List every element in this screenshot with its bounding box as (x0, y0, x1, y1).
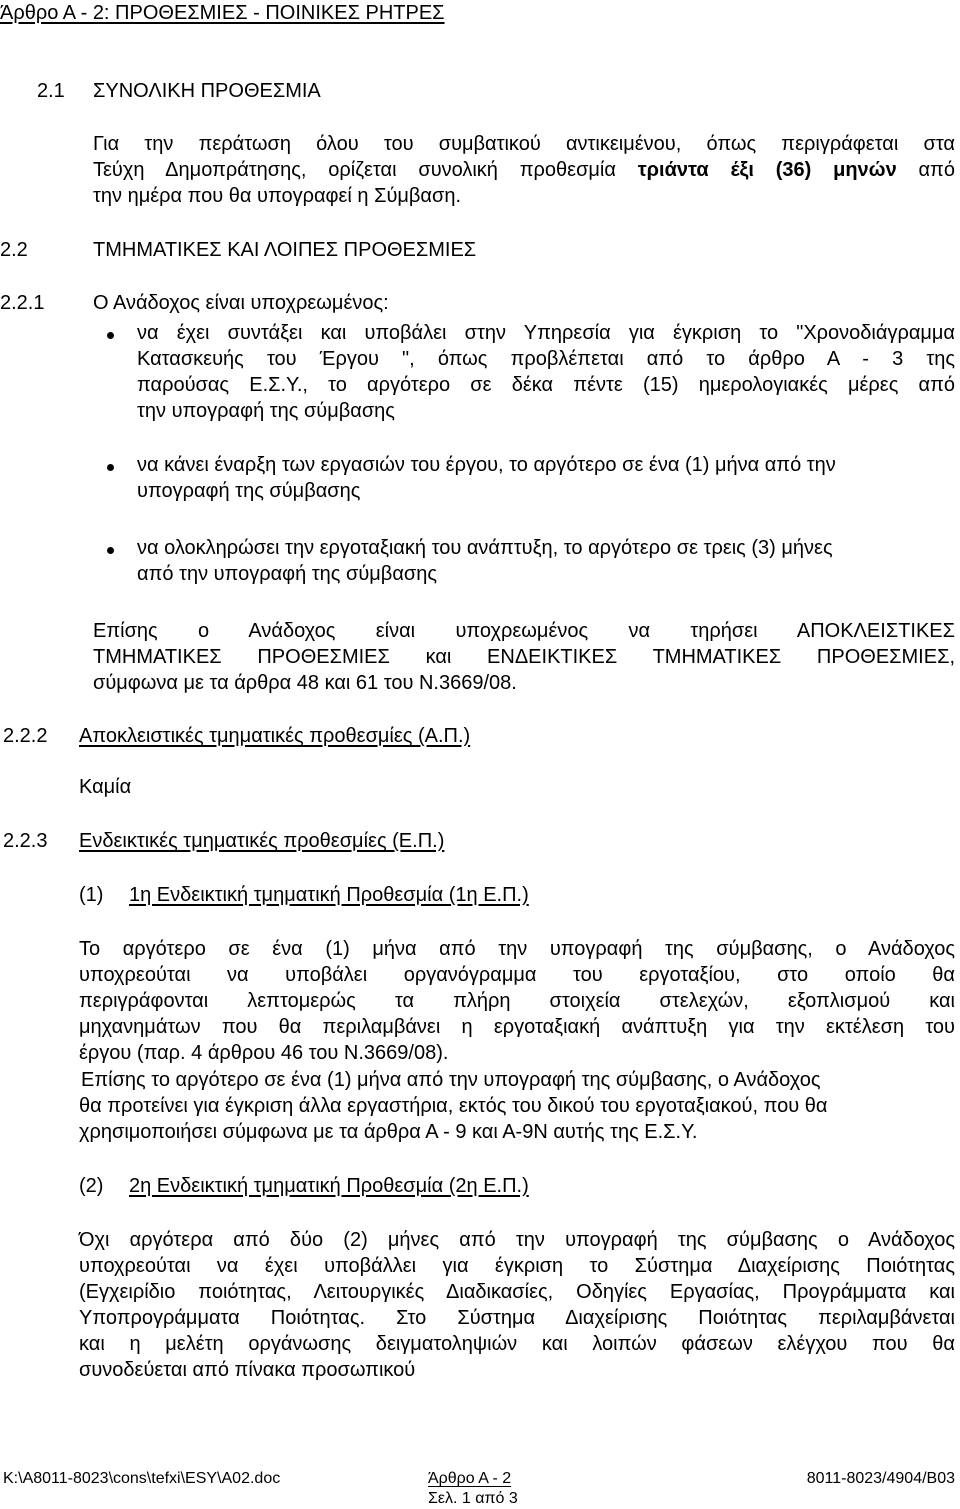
bullet-2-line-2: υπογραφή της σύμβασης (137, 480, 361, 502)
subsection-1-title: 1η Ενδεικτική τμηματική Προθεσμία (1η Ε.Π.) (129, 884, 529, 906)
footer-code: 8011-8023/4904/B03 (806, 1470, 955, 1487)
section-2-1-line-2: Τεύχη Δημοπράτησης, ορίζεται συνολική προθεσμία τριάντα έξι (36) μηνών από (93, 159, 955, 181)
section-2-2-3-heading: Ενδεικτικές τμηματικές προθεσμίες (Ε.Π.) (79, 830, 445, 852)
footer-page-number: Σελ. 1 από 3 (428, 1490, 518, 1507)
bullet-1-line-2: Κατασκευής του Έργου ", όπως προβλέπεται από το άρθρο Α - 3 της (137, 348, 955, 370)
section-2-1-line-3: την ημέρα που θα υπογραφεί η Σύμβαση. (93, 185, 462, 207)
subsection-2-title: 2η Ενδεικτική τμηματική Προθεσμία (2η Ε.Π.) (129, 1175, 529, 1197)
section-2-2-2-heading: Αποκλειστικές τμηματικές προθεσμίες (Α.Π.) (79, 725, 471, 747)
section-2-2-3-number: 2.2.3 (3, 830, 48, 852)
section-2-1-line-1: Για την περάτωση όλου του συμβατικού αντικειμένου, όπως περιγράφεται στα (93, 133, 955, 155)
p1-line-3: περιγράφονται λεπτομερώς τα πλήρη στοιχεία στελεχών, εξοπλισμού και (79, 990, 955, 1012)
paragraph-line-2: ΤΜΗΜΑΤΙΚΕΣ ΠΡΟΘΕΣΜΙΕΣ και ΕΝΔΕΙΚΤΙΚΕΣ ΤΜΗΜΑΤΙΚΕΣ ΠΡΟΘΕΣΜΙΕΣ, (93, 646, 955, 668)
footer-article: Άρθρο Α - 2 (428, 1470, 512, 1487)
section-2-2-2-body: Καμία (79, 776, 132, 798)
bullet-3-line-1: να ολοκληρώσει την εργοταξιακή του ανάπτυξη, το αργότερο σε τρεις (3) μήνες (137, 537, 833, 559)
p1-line-2: υποχρεούται να υποβάλει οργανόγραμμα του εργοταξίου, στο οποίο θα (79, 964, 955, 986)
section-2-2-1-intro: Ο Ανάδοχος είναι υποχρεωμένος: (93, 292, 389, 314)
paragraph-line-1: Επίσης ο Ανάδοχος είναι υποχρεωμένος να τηρήσει ΑΠΟΚΛΕΙΣΤΙΚΕΣ (93, 620, 955, 642)
bullet-2-line-1: να κάνει έναρξη των εργασιών του έργου, το αργότερο σε ένα (1) μήνα από την (137, 454, 836, 476)
bullet-icon (107, 332, 114, 339)
section-2-2-number: 2.2 (0, 239, 28, 261)
p1-line-1: Το αργότερο σε ένα (1) μήνα από την υπογραφή της σύμβασης, ο Ανάδοχος (79, 938, 955, 960)
document-title: Άρθρο Α - 2: ΠΡΟΘΕΣΜΙΕΣ - ΠΟΙΝΙΚΕΣ ΡΗΤΡΕΣ (0, 2, 445, 24)
section-2-1-number: 2.1 (37, 80, 65, 102)
section-2-2-heading: ΤΜΗΜΑΤΙΚΕΣ ΚΑΙ ΛΟΙΠΕΣ ΠΡΟΘΕΣΜΙΕΣ (93, 239, 477, 261)
bullet-1-line-3: παρούσας Ε.Σ.Υ., το αργότερο σε δέκα πέντε (15) ημερολογιακές μέρες από (137, 374, 955, 396)
deadline-highlight: τριάντα έξι (36) μηνών (637, 159, 897, 181)
bullet-icon (107, 464, 114, 471)
footer-file-path: K:\A8011-8023\cons\tefxi\ESY\A02.doc (3, 1470, 281, 1487)
bullet-icon (107, 547, 114, 554)
bullet-3-line-2: από την υπογραφή της σύμβασης (137, 563, 437, 585)
subsection-2-number: (2) (79, 1175, 104, 1197)
p2-line-3: χρησιμοποιήσει σύμφωνα με τα άρθρα Α - 9 και Α-9Ν αυτής της Ε.Σ.Υ. (79, 1121, 698, 1143)
section-2-1-heading: ΣΥΝΟΛΙΚΗ ΠΡΟΘΕΣΜΙΑ (93, 80, 321, 102)
section-2-2-1-number: 2.2.1 (0, 292, 45, 314)
p1-line-4: μηχανημάτων που θα περιλαμβάνει η εργοταξιακή ανάπτυξη για την εκτέλεση του (79, 1016, 955, 1038)
p1-line-5: έργου (παρ. 4 άρθρου 46 του Ν.3669/08). (79, 1042, 449, 1064)
p3-line-5: και η μελέτη οργάνωσης δειγματοληψιών και λοιπών φάσεων ελέγχου που θα (79, 1333, 955, 1355)
p3-line-6: συνοδεύεται από πίνακα προσωπικού (79, 1359, 416, 1381)
p3-line-2: υποχρεούται να έχει υποβάλλει για έγκριση το Σύστημα Διαχείρισης Ποιότητας (79, 1255, 955, 1277)
subsection-1-number: (1) (79, 884, 104, 906)
p2-line-1: Επίσης το αργότερο σε ένα (1) μήνα από την υπογραφή της σύμβασης, ο Ανάδοχος (81, 1069, 821, 1091)
bullet-1-line-1: να έχει συντάξει και υποβάλει στην Υπηρεσία για έγκριση το "Χρονοδιάγραμμα (137, 322, 955, 344)
section-2-2-2-number: 2.2.2 (3, 725, 48, 747)
p3-line-4: Υποπρογράμματα Ποιότητας. Στο Σύστημα Διαχείρισης Ποιότητας περιλαμβάνεται (79, 1307, 955, 1329)
p2-line-2: θα προτείνει για έγκριση άλλα εργαστήρια, εκτός του δικού του εργοταξιακού, που θα (79, 1095, 828, 1117)
paragraph-line-3: σύμφωνα με τα άρθρα 48 και 61 του Ν.3669/08. (93, 672, 517, 694)
p3-line-3: (Εγχειρίδιο ποιότητας, Λειτουργικές Διαδικασίες, Οδηγίες Εργασίας, Προγράμματα και (79, 1281, 955, 1303)
bullet-1-line-4: την υπογραφή της σύμβασης (137, 400, 395, 422)
p3-line-1: Όχι αργότερα από δύο (2) μήνες από την υπογραφή της σύμβασης ο Ανάδοχος (79, 1229, 955, 1251)
